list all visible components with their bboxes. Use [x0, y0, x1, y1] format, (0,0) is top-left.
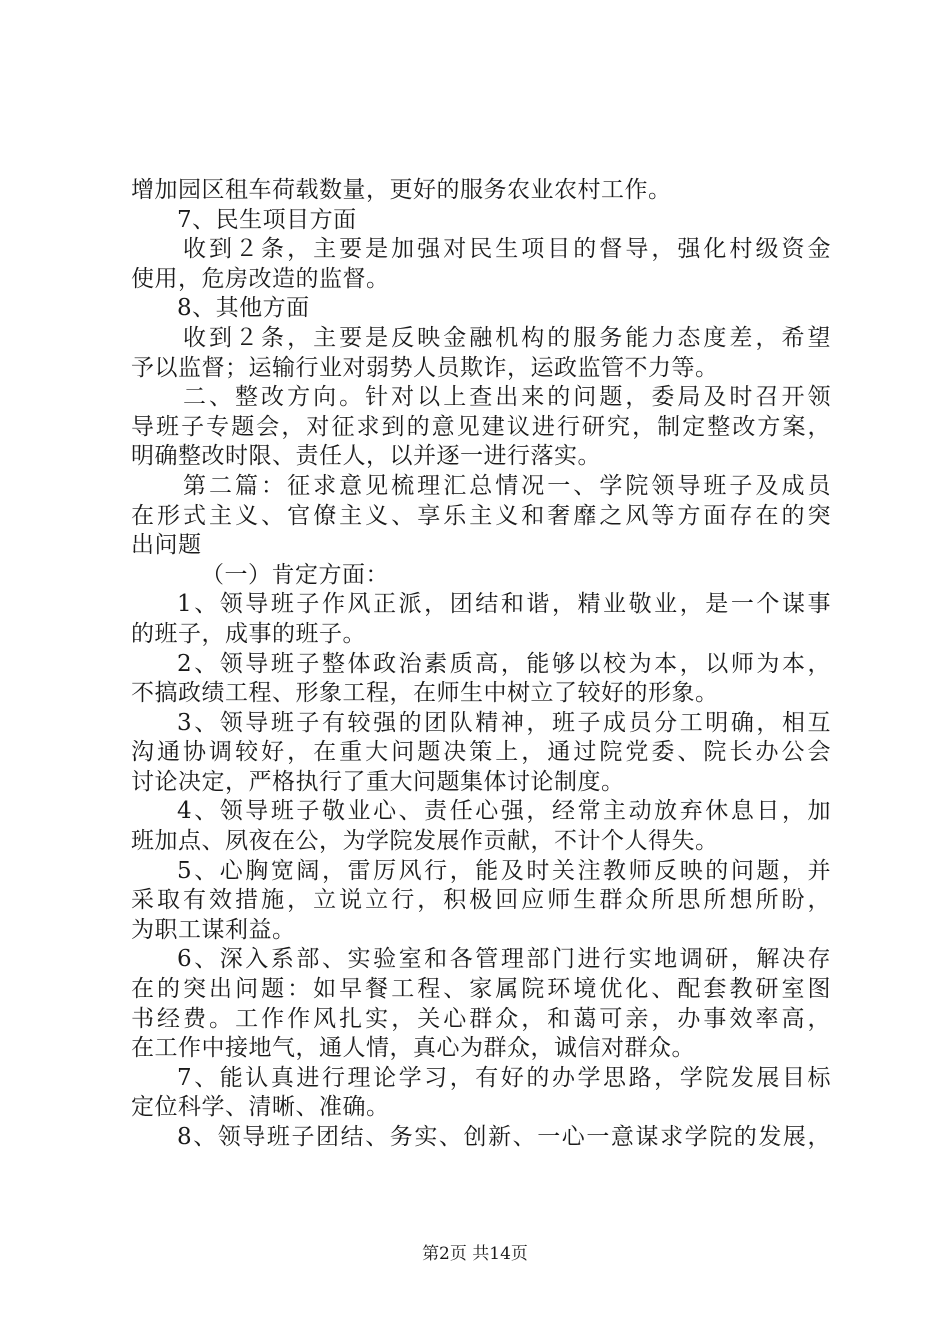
page-number-footer: 第2页 共14页	[422, 1244, 528, 1264]
list-item: 8、领导班子团结、务实、创新、一心一意谋求学院的发展，	[177, 1124, 831, 1150]
list-item: 的班子，成事的班子。	[131, 620, 366, 647]
list-item: 班加点、夙夜在公，为学院发展作贡献，不计个人得失。	[131, 828, 719, 855]
paragraph-line: 明确整改时限、责任人，以并逐一进行落实。	[131, 443, 601, 470]
section-heading: 8、其他方面	[177, 295, 310, 322]
list-item: 讨论决定，严格执行了重大问题集体讨论制度。	[131, 768, 625, 795]
list-item: 5、心胸宽阔，雷厉风行，能及时关注教师反映的问题，并	[177, 857, 831, 884]
list-item: 采取有效措施，立说立行，积极回应师生群众所思所想所盼，	[131, 887, 831, 914]
list-item: 4、领导班子敬业心、责任心强，经常主动放弃休息日，加	[177, 798, 831, 825]
section-heading: 7、民生项目方面	[177, 206, 357, 233]
paragraph-line: 二、整改方向。针对以上查出来的问题，委局及时召开领	[183, 384, 831, 411]
paragraph-line: 导班子专题会，对征求到的意见建议进行研究，制定整改方案，	[131, 413, 831, 440]
paragraph-line: 收到２条，主要是反映金融机构的服务能力态度差，希望	[183, 324, 831, 351]
list-item: 定位科学、清晰、准确。	[131, 1094, 390, 1121]
paragraph-line: 收到２条，主要是加强对民生项目的督导，强化村级资金	[183, 236, 831, 263]
list-item: 3、领导班子有较强的团队精神，班子成员分工明确，相互	[177, 709, 831, 736]
list-item: 为职工谋利益。	[131, 916, 296, 943]
list-item: 书经费。工作作风扎实，关心群众，和蔼可亲，办事效率高，	[131, 1005, 831, 1032]
section-heading: 出问题	[131, 532, 202, 559]
list-item: 1、领导班子作风正派，团结和谐，精业敬业，是一个谋事	[177, 591, 831, 618]
section-heading: 在形式主义、官僚主义、享乐主义和奢靡之风等方面存在的突	[131, 502, 831, 529]
paragraph-line: 增加园区租车荷载数量，更好的服务农业农村工作。	[131, 177, 672, 203]
list-item: 不搞政绩工程、形象工程，在师生中树立了较好的形象。	[131, 680, 719, 707]
list-item: 在工作中接地气，通人情，真心为群众，诚信对群众。	[131, 1035, 695, 1062]
list-item: 沟通协调较好，在重大问题决策上，通过院党委、院长办公会	[131, 739, 831, 766]
sub-heading: （一）肯定方面：	[201, 561, 389, 588]
list-item: 7、能认真进行理论学习，有好的办学思路，学院发展目标	[177, 1064, 831, 1091]
list-item: 6、深入系部、实验室和各管理部门进行实地调研，解决存	[177, 946, 831, 973]
list-item: 在的突出问题：如早餐工程、家属院环境优化、配套教研室图	[131, 976, 831, 1003]
paragraph-line: 予以监督；运输行业对弱势人员欺诈，运政监管不力等。	[131, 354, 719, 381]
list-item: 2、领导班子整体政治素质高，能够以校为本，以师为本，	[177, 650, 831, 677]
document-body	[131, 176, 831, 1153]
section-heading: 第二篇：征求意见梳理汇总情况一、学院领导班子及成员	[183, 472, 831, 499]
paragraph-line: 使用，危房改造的监督。	[131, 265, 390, 292]
